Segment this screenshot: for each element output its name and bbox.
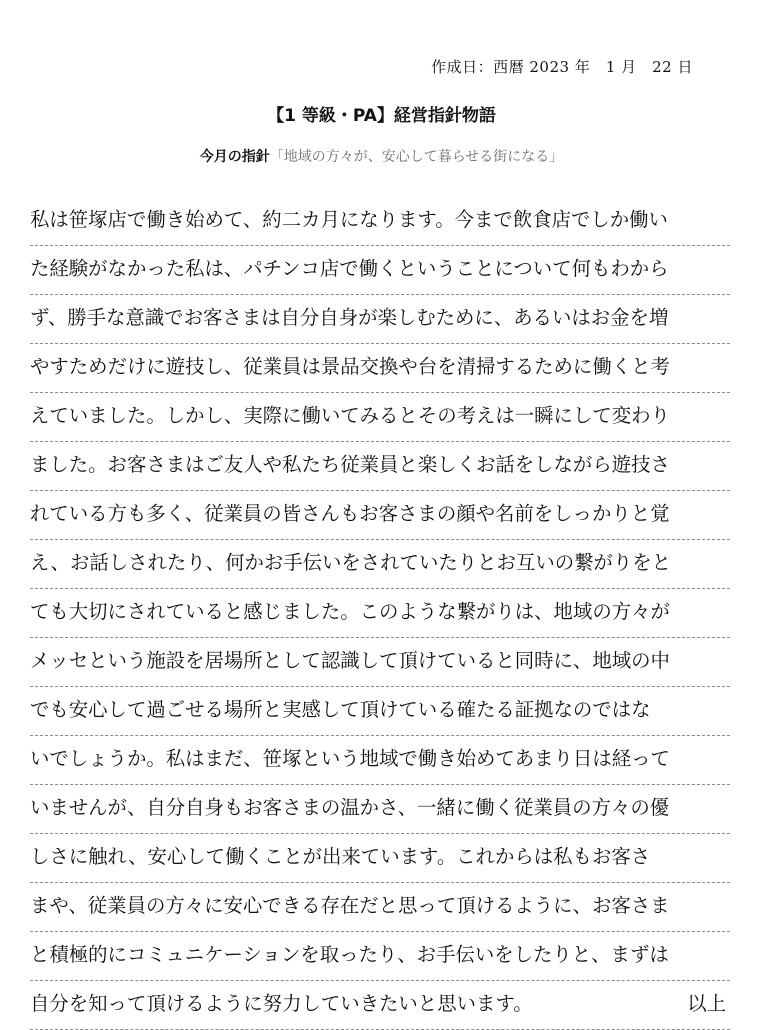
essay-line: まや、従業員の方々に安心できる存在だと思って頂けるように、お客さま [30,883,730,932]
guideline-label: 今月の指針 [199,149,270,165]
essay-line: しさに触れ、安心して働くことが出来ています。これからは私もお客さ [30,834,730,883]
essay-line: と積極的にコミュニケーションを取ったり、お手伝いをしたりと、まずは [30,932,730,981]
essay-line: え、お話しされたり、何かお手伝いをされていたりとお互いの繋がりをと [30,540,730,589]
creation-date: 作成日：西暦 2023 年 1 月 22 日 [431,58,693,76]
essay-line: ず、勝手な意識でお客さまは自分自身が楽しむために、あるいはお金を増 [30,295,730,344]
monthly-guideline [0,146,763,166]
essay-line: メッセという施設を居場所として認識して頂けていると同時に、地域の中 [30,638,730,687]
essay-line: いませんが、自分自身もお客さまの温かさ、一緒に働く従業員の方々の優 [30,785,730,834]
essay-last-text: 自分を知って頂けるように努力していきたいと思います。 [30,992,533,1015]
essay-line: 私は笹塚店で働き始めて、約二カ月になります。今まで飲食店でしか働い [30,197,730,246]
essay-line: えていました。しかし、実際に働いてみるとその考えは一瞬にして変わり [30,393,730,442]
guideline-motto: 「地域の方々が、安心して暮らせる街になる」 [269,149,564,165]
essay-body [30,197,730,1030]
essay-line: ても大切にされていると感じました。このような繋がりは、地域の方々が [30,589,730,638]
document-title: 【1 等級・PA】経営指針物語 [267,106,496,126]
essay-line: た経験がなかった私は、パチンコ店で働くということについて何もわから [30,246,730,295]
essay-line: ました。お客さまはご友人や私たち従業員と楽しくお話をしながら遊技さ [30,442,730,491]
essay-line: れている方も多く、従業員の皆さんもお客さまの顔や名前をしっかりと覚 [30,491,730,540]
essay-line-last [30,981,730,1030]
closing-mark: 以上 [687,992,726,1015]
essay-line: いでしょうか。私はまだ、笹塚という地域で働き始めてあまり日は経って [30,736,730,785]
essay-line: でも安心して過ごせる場所と実感して頂けている確たる証拠なのではな [30,687,730,736]
essay-line: やすためだけに遊技し、従業員は景品交換や台を清掃するために働くと考 [30,344,730,393]
